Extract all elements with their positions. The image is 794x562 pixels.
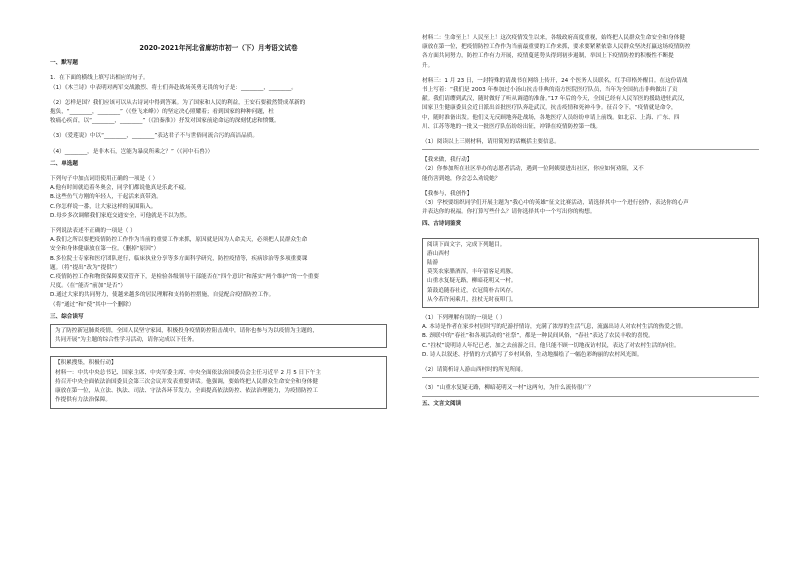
text-line: 安全和身体健康放在第一位。（删掉“原因”） [50, 246, 160, 253]
text-line: 川、江苏等地的一批又一批医疗队伍纷纷出征，冲锋在疫情防控第一线。 [422, 123, 602, 130]
text-line: （2）请简析诗人游山西村时的所见所闻。 [422, 367, 527, 374]
box-line: 从今若许闲乘月，拄杖无时夜叩门。 [427, 296, 517, 303]
box-line: 箫鼓追随春社近，衣冠简朴古风存。 [427, 287, 517, 294]
spacer [422, 230, 759, 236]
text-line: B.这些鱼气方刚的年轻人，干起活来真带劲。 [50, 194, 162, 201]
text-line: 下列句子中加点词语使用正确的一项是（ ） [50, 176, 159, 183]
answer-line [422, 396, 759, 397]
left-body [50, 59, 387, 408]
text-line: （3）“山重水复疑无路，柳暗花明又一村”这两句，为什么流传很广？ [422, 385, 594, 392]
box-line: 山重水复疑无路，柳暗花明又一村。 [427, 278, 517, 285]
box-line: 莫笑农家腊酒浑，丰年留客足鸡豚。 [427, 269, 517, 276]
text-line: （2）你参加所在社区举办的志愿者活动，遇到一位阿姨要进出社区，你应如何劝阻，又不 [422, 166, 644, 173]
material-box [422, 238, 759, 308]
text-line: 材料三：1 月 23 日，一封特殊的请战书在网络上传开，24 个医务人员联名，红手印格外醒目。在这份请战 [422, 77, 688, 84]
box-line: 康放在第一位，从立法、执法、司法、守法各环节发力，全面提高依法防控、依法治理能力，为疫情防控工 [55, 388, 318, 395]
box-line: 作提供有力法治保障。 [55, 397, 111, 404]
text-line: 献。我们请缨到武汉，随时做好了听从调遣的准备。”17 年后的今天，全国已经有人民军医的援助进驻武汉， [422, 96, 689, 103]
box-line: 持召开中央全面依法治国委员会第三次会议并发表重要讲话。他强调，要始终把人民群众生命安全和身体健 [55, 378, 318, 385]
text-line: 【我参与，我创作】 [422, 190, 473, 197]
text-line: （1）阅读以上三则材料，请用简短的话概括主要信息。 [422, 139, 560, 146]
text-line: 各方面共同努力，防控工作有力开展，疫情蔓延势头得到初步遏制，举国上下疫情防控的积极性不断提 [422, 53, 674, 60]
text-line: C.“拄杖”说明诗人年纪已老，加之去前游之日，他只能不顾一切地夜访村民，表达了对农村生活的向往。 [422, 342, 680, 349]
text-line: 下列说法表述不正确的一项是（ ） [50, 228, 136, 235]
section-heading: 五、文言文阅读 [422, 400, 462, 407]
text-line: 康放在第一位，把疫情防控工作作为当前最重要的工作来抓，要求要紧紧依靠人民群众坚决打赢这场疫情防控 [422, 44, 691, 51]
text-line: （4）________，是非木石，岂能为暴戾所乘之？”（《河中石兽》） [50, 148, 214, 155]
text-line: 中，随时准备出发。他们义无反顾地奔赴战场，各地医疗人员纷纷申请上前线。如北京、上海、广东、四 [422, 114, 680, 121]
box-line: 材料一：中共中央总书记、国家主席、中央军委主席、中央全面依法治国委员会主任习近平 2 月 5 日下午主 [55, 369, 321, 376]
section-heading: 一、默写题 [50, 60, 78, 67]
text-line: A.他有时间就追着冬奥会，同学们都说他真是乐此不疲。 [50, 185, 190, 192]
material-box [50, 356, 387, 408]
text-line: （将“通过”和“使”其中一个删除） [50, 301, 135, 308]
text-line: B. 颈联中的“春社”和各项活动的“社祭”，都是一种民间风俗，“春社”表达了农民丰收的喜悦。 [422, 333, 654, 340]
text-line: （1）下列理解有误的一项是（ ） [422, 315, 506, 322]
text-line: （2）怎样是国？我们应该可以从古诗词中得到答案。为了国家和人民的利益，王安石要毅然赞成革新的 [50, 99, 306, 106]
text-line: B.多位院士专家和医疗团队逆行，临床执业分享等多方面科学研究，防控疫情等，疾病诊治等多项重要课 [50, 255, 308, 262]
section-heading: 四、古诗词鉴赏 [422, 221, 462, 228]
box-line: 为了防控新冠肺炎疫情，全国人民坚守家园，积极投身疫情防控阻击战中，请你也参与为以疫情为主题的， [55, 328, 318, 335]
text-line: 1．在下面的横线上填写出相应的句子。 [50, 75, 149, 82]
right-body [422, 34, 759, 409]
text-line: D.通过大家的共同努力，使越来越多的居民理解和支持防控措施，自觉配合疫情防控工作。 [50, 292, 275, 299]
box-line: 游山西村 [427, 250, 450, 257]
text-line: D.母乡多次调解我们家庭交通安全，可他就是不以为然。 [50, 212, 191, 219]
text-line: D. 诗人以叙述、抒情的方式描写了乡村风俗，生动地描绘了一幅色彩绚丽的农村风光图。 [422, 351, 643, 358]
material-box [50, 324, 387, 348]
text-line: 升。 [422, 62, 434, 69]
text-line: 材料二：生命至上！人民至上！这次疫情发生以来，各级政府高度重视，始终把人民群众生命安全和身体健 [422, 35, 685, 41]
spacer [50, 348, 387, 354]
section-heading: 三、综合读写 [50, 313, 84, 320]
right-column [422, 34, 759, 409]
text-line: 【我来做，我行动】 [422, 157, 473, 164]
text-line: 牧痛心疾首，以“________，________”（《泊秦淮》）抒发对国家前途命运的深刻忧虑和愤慨。 [50, 118, 280, 125]
text-line: （3）学校要组织同学们开展主题为“我心中的英雄”征文比赛活动，请选择其中一个进行创作，表达你的心声 [422, 200, 689, 207]
exam-title: 2020-2021年河北省廊坊市初一（下）月考语文试卷 [139, 44, 298, 52]
left-column [50, 34, 387, 409]
text-line: 抱负，“________，________”（《登飞来峰》）的坚定决心照耀着；看到国家的种种问题，杜 [50, 109, 274, 116]
text-line: 书上写着：“我们是 2003 年参加过小汤山抗击非典的南方医院医疗队员，当年为全国抗击非典做出了贡 [422, 87, 678, 94]
text-line: C.你怎样说一番，让大家这样的氛围陷入。 [50, 203, 157, 210]
text-line: （1）《木兰诗》中表明对两军交战激烈、将士们奔赴战场英勇无畏的句子是：________，________。 [50, 84, 297, 91]
box-line: 共同开展“为主题的综合性学习活动，请你完成以下任务。 [55, 337, 198, 344]
text-line: C.疫情防控工作和物资保障要双管齐下，是检验各级领导干部能否在“四个意识”和落实“两个维护”的一个重要 [50, 274, 319, 281]
text-line: 国家卫生健康委员会近日派出首批医疗队奔赴武汉，抗击疫情和死神斗争。征召令下，“疫情就是命令， [422, 105, 677, 112]
text-line: 尺度。（在“能否”前加“是否”） [50, 283, 126, 290]
section-heading: 二、单选题 [50, 160, 78, 167]
box-line: 陆游 [427, 260, 439, 267]
text-line: （3）《爱莲说》中以“________，________”表达君子不与世俗同流合污的高洁品质。 [50, 133, 258, 140]
text-line: A.我们之所以要把疫情防控工作作为当前的重要工作来抓，原因就是因为人命关天，必须把人民群众生命 [50, 237, 308, 244]
text-line: 并表达你的祝福。你打算写些什么？请你选择其中一个写出你的构想。 [422, 209, 596, 216]
box-line: 【积累搜集，积极行动】 [55, 360, 117, 367]
box-line: 阅读下面文字，完成下列题目。 [427, 241, 506, 248]
text-line: 题。（将“提出”改为“提供”） [50, 264, 121, 271]
text-line: 能伤害到她，你会怎么劝说她？ [422, 175, 501, 182]
text-line: A. 本诗是作者在家乡村居时写的纪游抒情诗，充满了浓厚的生活气息，流露出诗人对农村生活的热爱之情。 [422, 324, 687, 331]
